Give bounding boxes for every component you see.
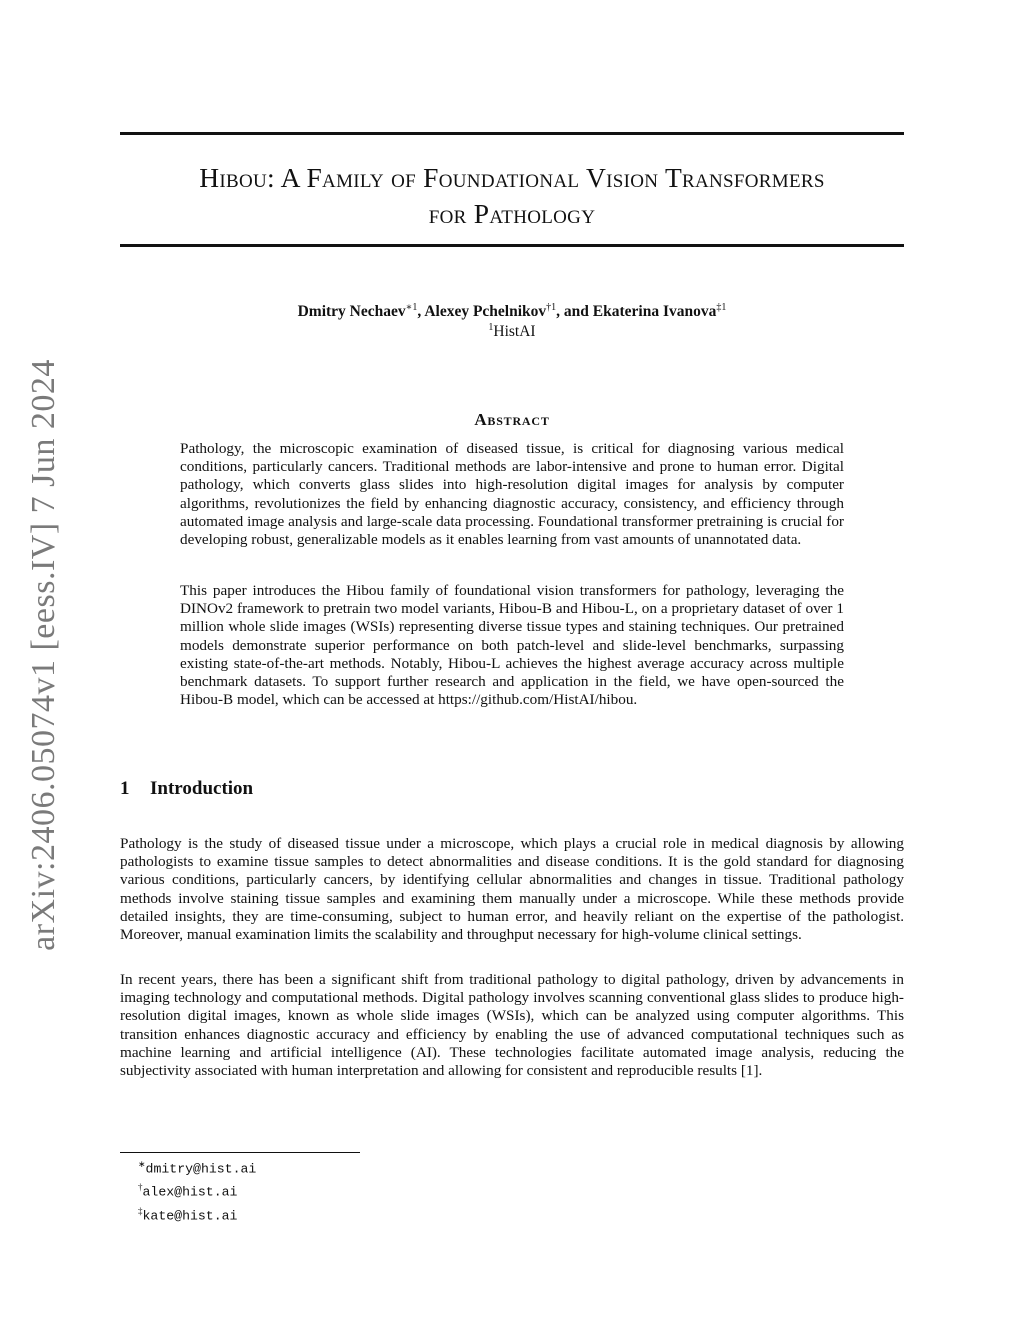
author-name: Ekaterina Ivanova <box>592 303 717 321</box>
author-name: Dmitry Nechaev <box>297 303 406 321</box>
section-heading-introduction <box>120 778 253 800</box>
footnote-separator <box>120 1152 360 1153</box>
author-marks: ∗1 <box>405 302 418 313</box>
footnotes <box>138 1155 256 1225</box>
introduction-paragraph-1: Pathology is the study of diseased tissue under a microscope, which plays a crucial role in medical diagnosis by allowing pathologists to examine tissue samples to detect abnormalities and disease conditions. It is the gold standard for diagnosing various conditions, particularly cancers, by identifying cellular abnormalities and changes in tissue. Traditional pathology methods involve staining tissue samples and examining them manually under a microscope. While these methods provide detailed insights, they are time-consuming, subject to human error, and heavily reliant on the expertise of the pathologist. Moreover, manual examination limits the scalability and throughput necessary for high-volume clinical settings. <box>120 835 904 944</box>
author-separator: , and <box>556 303 593 321</box>
title-bottom-rule <box>120 244 904 247</box>
introduction-paragraph-2: In recent years, there has been a significant shift from traditional pathology to digital pathology, driven by advancements in imaging technology and computational methods. Digital pathology involves scanning conventional glass slides to produce high-resolution digital images, known as whole slide images (WSIs), which can be analyzed using computer algorithms. This transition enhances diagnostic accuracy and efficiency by enabling the use of advanced computational techniques such as machine learning and artificial intelligence (AI). These technologies facilitate automated image analysis, reducing the subjectivity associated with human interpretation and allowing for consistent and reproducible results [1]. <box>120 971 904 1080</box>
author-marks: †1 <box>546 302 557 313</box>
abstract-paragraph-2: This paper introduces the Hibou family of foundational vision transformers for pathology, leveraging the DINOv2 framework to pretrain two model variants, Hibou-B and Hibou-L, on a proprietary dataset of over 1 million whole slide images (WSIs) representing diverse tissue types and staining techniques. Our pretrained models demonstrate superior performance on both patch-level and slide-level benchmarks, surpassing existing state-of-the-art methods. Notably, Hibou-L achieves the highest average accuracy across multiple benchmark datasets. To support further research and application in the field, we have open-sourced the Hibou-B model, which can be accessed at https://github.com/HistAI/hibou. <box>180 582 844 709</box>
footnote <box>138 1178 256 1201</box>
affiliation-mark: 1 <box>488 322 494 333</box>
footnote-mark: † <box>138 1182 143 1193</box>
section-title: Introduction <box>150 778 254 799</box>
abstract-heading: Abstract <box>474 410 550 429</box>
author-list <box>120 302 904 321</box>
footnote-email: kate@hist.ai <box>142 1208 238 1224</box>
abstract-paragraph-1: Pathology, the microscopic examination of diseased tissue, is critical for diagnosing various medical conditions, particularly cancers. Traditional methods are labor-intensive and prone to human error. Digital pathology, which converts glass slides into high-resolution digital images for analysis by computer algorithms, revolutionizes the field by enhancing diagnostic accuracy, consistency, and efficiency through automated image analysis and large-scale data processing. Foundational transformer pretraining is crucial for developing robust, generalizable models as it enables learning from vast amounts of unannotated data. <box>180 440 844 549</box>
affiliation-name: HistAI <box>493 323 536 341</box>
arxiv-identifier-stamp: arXiv:2406.05074v1 [eess.IV] 7 Jun 2024 <box>25 359 62 951</box>
footnote-mark: ‡ <box>138 1205 143 1216</box>
title-line-1: Hibou: A Family of Foundational Vision Transformers <box>199 162 825 193</box>
section-number: 1 <box>120 778 130 799</box>
author-marks: ‡1 <box>716 302 727 313</box>
affiliation <box>120 322 904 341</box>
title-top-rule <box>120 132 904 135</box>
paper-title <box>120 160 904 232</box>
footnote-mark: ∗ <box>138 1159 146 1169</box>
title-line-2: for Pathology <box>428 198 596 229</box>
author-name: Alexey Pchelnikov <box>424 303 547 321</box>
footnote <box>138 1202 256 1225</box>
author-separator: , <box>417 303 425 321</box>
footnote-email: dmitry@hist.ai <box>145 1161 257 1177</box>
footnote <box>138 1155 256 1178</box>
footnote-email: alex@hist.ai <box>142 1184 238 1200</box>
